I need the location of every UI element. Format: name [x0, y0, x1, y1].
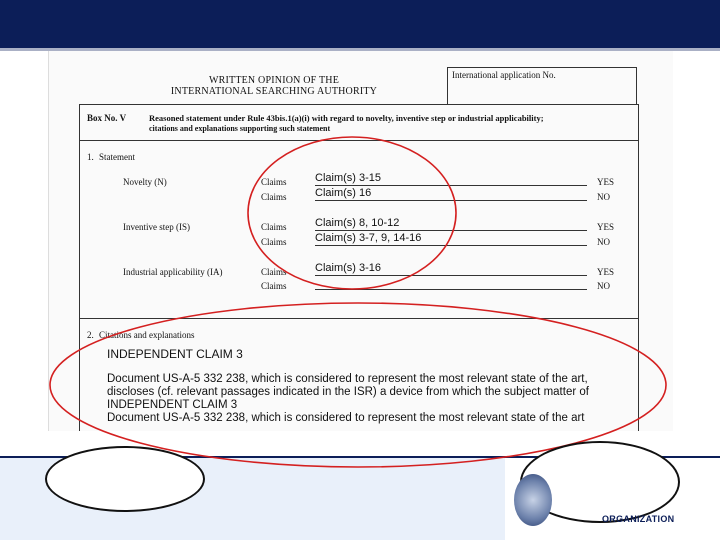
box-v-header-divider	[79, 140, 639, 141]
claims-value-inventive-yes: Claim(s) 8, 10-12	[315, 217, 587, 231]
answer-no: NO	[597, 281, 610, 291]
statement-number: 1.	[87, 152, 94, 162]
claims-label: Claims	[261, 267, 287, 277]
explanation-line: Document US-A-5 332 238, which is considered to represent the most relevant state of the art,	[107, 373, 588, 385]
application-number-box	[447, 67, 637, 105]
independent-claim-heading: INDEPENDENT CLAIM 3	[107, 347, 243, 361]
claims-label: Claims	[261, 177, 287, 187]
title-line-1: WRITTEN OPINION OF THE	[208, 75, 340, 86]
answer-no: NO	[597, 237, 610, 247]
claims-label: Claims	[261, 237, 287, 247]
explanation-line: INDEPENDENT CLAIM 3	[107, 399, 238, 411]
claims-label: Claims	[261, 192, 287, 202]
answer-yes: YES	[597, 267, 615, 277]
claims-value-inventive-no: Claim(s) 3-7, 9, 14-16	[315, 232, 587, 246]
claims-value-novelty-no: Claim(s) 16	[315, 187, 587, 201]
claims-label: Claims	[261, 281, 287, 291]
claims-value-novelty-yes: Claim(s) 3-15	[315, 172, 587, 186]
box-v-subheading: citations and explanations supporting such statement	[149, 124, 331, 133]
claims-value-industrial-no	[315, 276, 587, 290]
title-line-2: INTERNATIONAL SEARCHING AUTHORITY	[170, 86, 378, 97]
explanation-line: Document US-A-5 332 238, which is considered to represent the most relevant state of the art	[107, 412, 585, 424]
citations-label: Citations and explanations	[99, 330, 195, 340]
organization-logo-text: ORGANIZATION	[602, 514, 675, 524]
written-opinion-document	[48, 51, 673, 431]
criterion-novelty: Novelty (N)	[123, 177, 167, 187]
answer-yes: YES	[597, 177, 615, 187]
box-v-heading: Reasoned statement under Rule 43bis.1(a)(i) with regard to novelty, inventive step or industrial applicability;	[149, 113, 544, 123]
section-divider	[79, 318, 639, 319]
explanation-line: discloses (cf. relevant passages indicated in the ISR) a device from which the subject matter of	[107, 386, 589, 398]
left-annotation-oval[interactable]	[45, 446, 205, 512]
box-v-label: Box No. V	[87, 113, 127, 123]
claims-value-industrial-yes: Claim(s) 3-16	[315, 262, 587, 276]
header-band	[0, 0, 720, 48]
answer-no: NO	[597, 192, 610, 202]
answer-yes: YES	[597, 222, 615, 232]
claims-label: Claims	[261, 222, 287, 232]
citations-number: 2.	[87, 330, 94, 340]
document-title	[149, 75, 399, 97]
criterion-inventive-step: Inventive step (IS)	[123, 222, 190, 232]
application-number-label: International application No.	[452, 70, 556, 80]
wipo-globe-icon	[514, 474, 552, 526]
statement-label: Statement	[99, 152, 135, 162]
criterion-industrial-applicability: Industrial applicability (IA)	[123, 267, 223, 277]
